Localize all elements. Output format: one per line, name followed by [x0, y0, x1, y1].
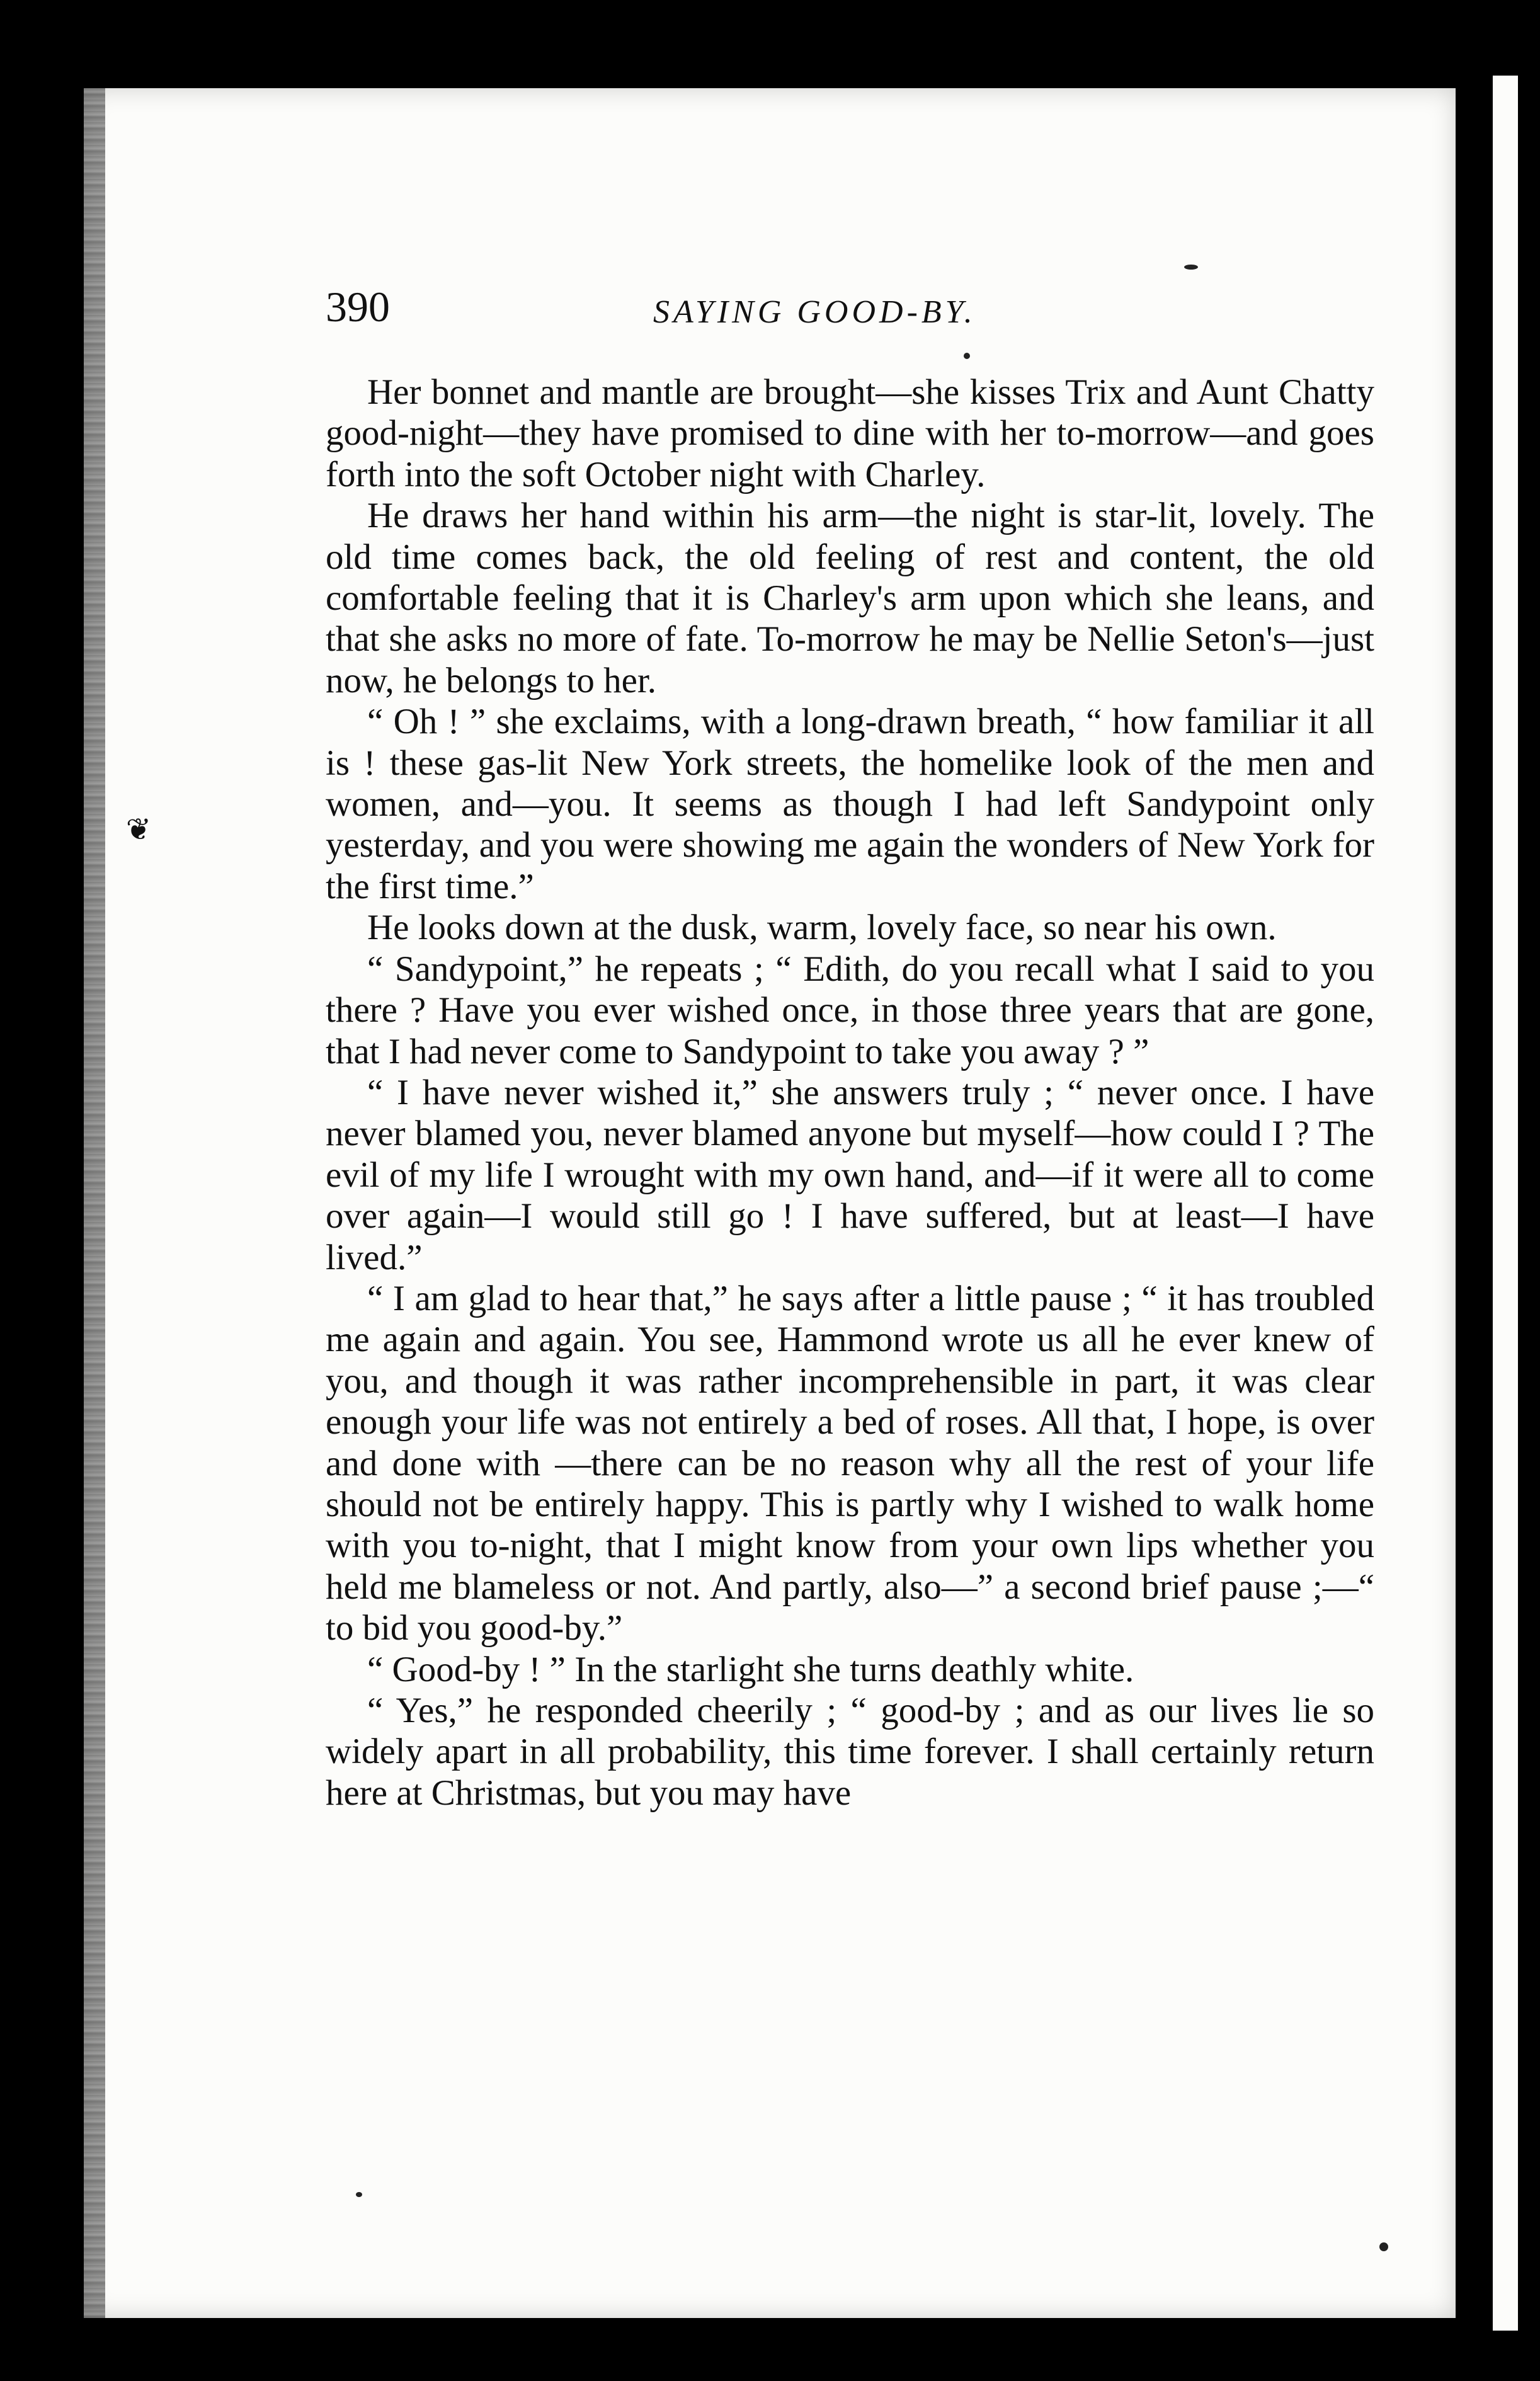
paragraph: “ Good-by ! ” In the starlight she turns deathly white.: [367, 1649, 1134, 1689]
paragraph: “ Sandypoint,” he repeats ; “ Edith, do you recall what I said to you there ? Have you ever wished once, in those three years that are gone, that I had never come to Sandypoint to take you away ? ”: [326, 949, 1374, 1071]
page-header: [326, 282, 1459, 345]
paragraph: He looks down at the dusk, warm, lovely face, so near his own.: [367, 908, 1277, 948]
scan-speck: [1379, 2242, 1388, 2251]
page-number: 390: [326, 283, 390, 331]
paragraph: “ Oh ! ” she exclaims, with a long-drawn breath, “ how familiar it all is ! these gas-lit New York streets, the homelike look of the men and women, and—you. It seems as though I had left Sandypoint only yesterday, and you were showing me again the wonders of New York for the first time.”: [326, 702, 1374, 906]
scan-speck: [1184, 265, 1198, 270]
paragraph: “ I have never wished it,” she answers truly ; “ never once. I have never blamed you, never blamed anyone but myself—how could I ? The evil of my life I wrought with my own hand, and—if it were all to come over again—I would still go ! I have suffered, but at least—I have lived.”: [326, 1072, 1374, 1277]
paragraph: He draws her hand within his arm—the night is star-lit, lovely. The old time comes back, the old feeling of rest and content, the old comfortable feeling that it is Charley's arm upon which she leans, and that she asks no more of fate. To-morrow he may be Nellie Seton's—just now, he belongs to her.: [326, 496, 1374, 700]
paragraph: Her bonnet and mantle are brought—she kisses Trix and Aunt Chatty good-night—they have promised to dine with her to-morrow—and goes forth into the soft October night with Charley.: [326, 372, 1374, 494]
paragraph: “ Yes,” he responded cheerily ; “ good-by ; and as our lives lie so widely apart in all probability, this time forever. I shall certainly return here at Christmas, but you may have: [326, 1691, 1374, 1813]
margin-ornament-icon: ❦: [125, 813, 152, 847]
scan-speck: [356, 2192, 362, 2197]
running-head: SAYING GOOD-BY.: [653, 294, 976, 330]
adjacent-page-edge: [1493, 76, 1518, 2331]
paragraph: “ I am glad to hear that,” he says after a little pause ; “ it has troubled me again and again. You see, Hammond wrote us all he ever knew of you, and though it was rather incomprehensible in part, it was clear enough your life was not entirely a bed of roses. All that, I hope, is over and done with —there can be no reason why all the rest of your life should not be entirely happy. This is partly why I wished to walk home with you to-night, that I might know from your own lips whether you held me blameless or not. And partly, also—” a second brief pause ;—“ to bid you good-by.”: [326, 1278, 1374, 1648]
scan-speck: [964, 353, 970, 359]
page-gutter-edge: [84, 88, 105, 2318]
body-text: [326, 372, 1374, 1813]
